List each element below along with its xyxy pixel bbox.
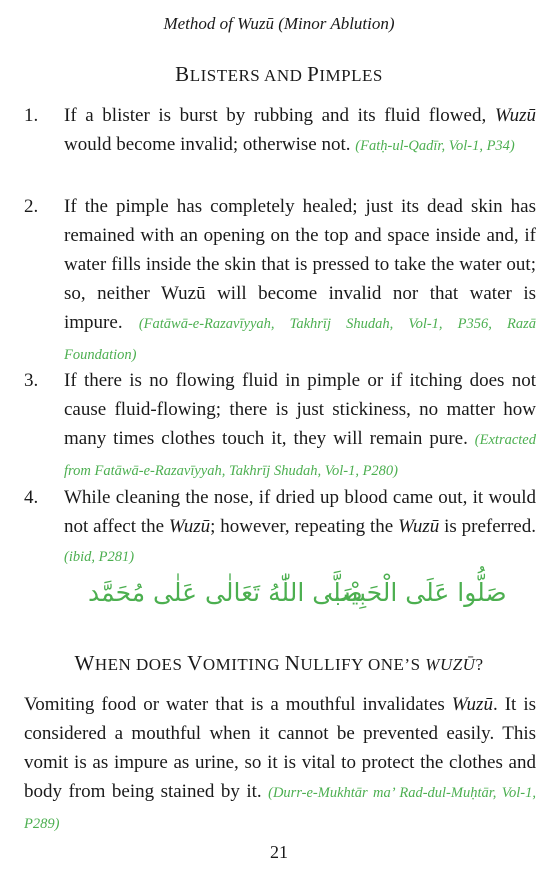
vomiting-paragraph: Vomiting food or water that is a mouthful invalidates Wuzū. It is considered a mouthful when it cannot be prevented easily. This vomit is as impure as urine, so it is vital to protect the clothes and body from being stained by it. (Durr-e-Mukhtār ma’ Rad-dul-Muḥtār, Vol-1, P289): [24, 694, 536, 832]
section-title-blisters: BLISTERS AND PIMPLES: [175, 62, 383, 86]
reference-citation: (Fatḥ-ul-Qadīr, Vol-1, P34): [355, 138, 515, 154]
list-item: [24, 366, 536, 486]
reference-citation: (ibid, P281): [64, 549, 135, 565]
item-number: 2.: [24, 196, 39, 217]
item-number: 3.: [24, 370, 39, 391]
page-number: 21: [270, 842, 288, 862]
item-number: 1.: [24, 105, 39, 126]
salat-calligraphy: صَلَّی اللّٰهُ تَعَالٰی عَلٰی مُحَمَّد: [88, 578, 363, 607]
item-text: If a blister is burst by rubbing and its fluid flowed, Wuzū would become invalid; otherwise not. (Fatḥ-ul-Qadīr, Vol-1, P34): [64, 105, 536, 155]
sallu-calligraphy: صَلُّوا عَلَی الْحَبِیْب: [327, 578, 507, 607]
item-text: While cleaning the nose, if dried up blood came out, it would not affect the Wuzū; however, repeating the Wuzū is preferred. (ibid, P281): [64, 487, 536, 565]
item-number: 4.: [24, 487, 39, 508]
list-item: [24, 483, 536, 572]
item-text: If the pimple has completely healed; just its dead skin has remained with an opening on the top and space inside and, if water fills inside the skin that is pressed to take the water out; so, neither Wuzū will become invalid nor that water is impure. (Fatāwā-e-Razavīyyah, Takhrīj Shudah, Vol-1, P356, Razā Foundation): [64, 196, 536, 363]
list-item: [24, 101, 536, 161]
running-header: Method of Wuzū (Minor Ablution): [163, 14, 395, 33]
section-title-vomiting: WHEN DOES VOMITING NULLIFY ONE’S WUZŪ?: [74, 651, 484, 675]
reference-citation: (Fatāwā-e-Razavīyyah, Takhrīj Shudah, Vol-1, P356, Razā Foundation): [64, 316, 536, 363]
list-item: [24, 192, 536, 370]
reference-citation: (Extracted from Fatāwā-e-Razavīyyah, Takhrīj Shudah, Vol-1, P280): [64, 432, 536, 479]
reference-citation: (Durr-e-Mukhtār ma’ Rad-dul-Muḥtār, Vol-1, P289): [24, 785, 536, 832]
item-text: If there is no flowing fluid in pimple or if itching does not cause fluid-flowing; there is just stickiness, no matter how many times clothes touch it, they will remain pure. (Extracted from Fatāwā-e-Razavīyyah, Takhrīj Shudah, Vol-1, P280): [64, 370, 536, 479]
